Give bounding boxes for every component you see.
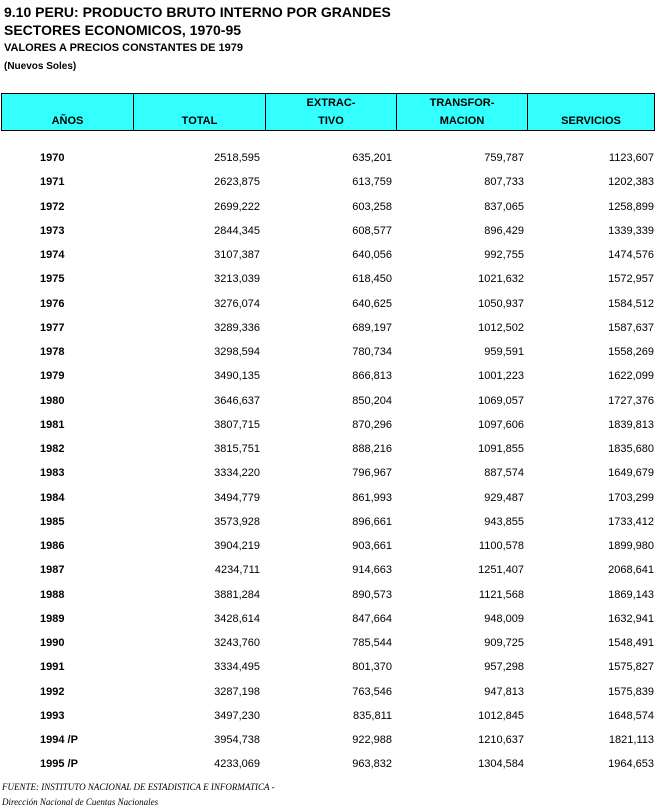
header-extractivo-line1: EXTRAC- <box>306 97 356 109</box>
table-row <box>0 588 658 612</box>
source-note-line2: Dirección Nacional de Cuentas Nacionales <box>2 797 159 807</box>
cell-total: 3287,198 <box>214 685 260 698</box>
cell-transformacion: 959,591 <box>484 346 524 358</box>
table-row <box>0 345 658 369</box>
table-body <box>0 151 658 782</box>
cell-servicios: 1648,574 <box>608 709 654 722</box>
cell-year: 1972 <box>40 200 65 213</box>
table-title-line1: 9.10 PERU: PRODUCTO BRUTO INTERNO POR GRANDES <box>4 4 391 20</box>
cell-year: 1970 <box>40 152 65 164</box>
cell-total: 3289,336 <box>214 321 260 334</box>
cell-year: 1990 <box>40 637 65 649</box>
source-note-line1: FUENTE: INSTITUTO NACIONAL DE ESTADISTICA E INFORMATICA - <box>2 782 275 792</box>
cell-transformacion: 1069,057 <box>478 394 524 407</box>
cell-year: 1989 <box>40 612 65 625</box>
cell-servicios: 1733,412 <box>608 515 654 528</box>
table-row <box>0 394 658 418</box>
header-total <box>133 94 265 130</box>
cell-total: 3573,928 <box>214 515 260 528</box>
cell-year: 1994 /P <box>40 734 78 746</box>
cell-total: 2518,595 <box>214 152 260 164</box>
cell-transformacion: 1021,632 <box>478 273 524 286</box>
table-row <box>0 491 658 515</box>
table-row <box>0 369 658 393</box>
cell-servicios: 1558,269 <box>608 346 654 358</box>
cell-servicios: 1575,827 <box>608 661 654 674</box>
cell-extractivo: 763,546 <box>352 685 392 698</box>
cell-year: 1982 <box>40 443 65 455</box>
cell-year: 1979 <box>40 370 65 383</box>
table-row <box>0 272 658 296</box>
cell-extractivo: 888,216 <box>352 443 392 455</box>
cell-year: 1975 <box>40 273 65 286</box>
cell-transformacion: 1100,578 <box>478 540 524 552</box>
cell-year: 1976 <box>40 297 65 310</box>
cell-transformacion: 1001,223 <box>478 370 524 383</box>
cell-servicios: 1869,143 <box>608 588 654 601</box>
table-row <box>0 685 658 709</box>
table-title-line2: SECTORES ECONOMICOS, 1970-95 <box>4 22 242 38</box>
cell-transformacion: 1012,845 <box>478 709 524 722</box>
table-row <box>0 563 658 587</box>
header-total-label: TOTAL <box>181 115 218 127</box>
cell-transformacion: 837,065 <box>484 200 524 213</box>
cell-year: 1974 <box>40 249 65 261</box>
cell-year: 1978 <box>40 346 65 358</box>
cell-total: 3494,779 <box>214 491 260 504</box>
cell-servicios: 1835,680 <box>608 443 654 455</box>
table-units: (Nuevos Soles) <box>4 61 77 72</box>
cell-year: 1981 <box>40 418 65 431</box>
cell-year: 1993 <box>40 709 65 722</box>
cell-extractivo: 914,663 <box>352 564 392 577</box>
cell-servicios: 1899,980 <box>608 540 654 552</box>
cell-transformacion: 909,725 <box>484 637 524 649</box>
cell-extractivo: 796,967 <box>352 467 392 480</box>
cell-total: 3646,637 <box>214 394 260 407</box>
header-anios <box>2 94 133 130</box>
cell-transformacion: 1210,637 <box>478 734 524 746</box>
cell-total: 3243,760 <box>214 637 260 649</box>
cell-year: 1987 <box>40 564 65 577</box>
cell-year: 1986 <box>40 540 65 552</box>
cell-transformacion: 947,813 <box>484 685 524 698</box>
header-anios-label: AÑOS <box>51 115 84 127</box>
table-row <box>0 757 658 781</box>
cell-year: 1988 <box>40 588 65 601</box>
table-row <box>0 636 658 660</box>
cell-extractivo: 785,544 <box>352 637 392 649</box>
cell-year: 1985 <box>40 515 65 528</box>
cell-servicios: 1703,299 <box>608 491 654 504</box>
cell-transformacion: 943,855 <box>484 515 524 528</box>
cell-transformacion: 992,755 <box>484 249 524 261</box>
header-transformacion <box>396 94 527 130</box>
cell-extractivo: 847,664 <box>352 612 392 625</box>
table-row <box>0 539 658 563</box>
cell-extractivo: 618,450 <box>352 273 392 286</box>
header-servicios <box>527 94 654 130</box>
cell-transformacion: 896,429 <box>484 224 524 237</box>
table-header <box>1 93 655 131</box>
cell-total: 3815,751 <box>214 443 260 455</box>
table-row <box>0 660 658 684</box>
cell-transformacion: 1050,937 <box>478 297 524 310</box>
cell-extractivo: 780,734 <box>352 346 392 358</box>
cell-extractivo: 890,573 <box>352 588 392 601</box>
table-row <box>0 442 658 466</box>
table-row <box>0 248 658 272</box>
cell-servicios: 1964,653 <box>608 758 654 771</box>
cell-servicios: 1123,607 <box>608 152 654 164</box>
cell-total: 3276,074 <box>214 297 260 310</box>
cell-extractivo: 613,759 <box>352 176 392 189</box>
cell-year: 1995 /P <box>40 758 78 771</box>
cell-extractivo: 850,204 <box>352 394 392 407</box>
cell-total: 3904,219 <box>214 540 260 552</box>
cell-servicios: 1632,941 <box>608 612 654 625</box>
cell-extractivo: 866,813 <box>352 370 392 383</box>
cell-total: 2623,875 <box>214 176 260 189</box>
cell-servicios: 1572,957 <box>608 273 654 286</box>
header-extractivo <box>265 94 396 130</box>
cell-transformacion: 1121,568 <box>478 588 524 601</box>
cell-servicios: 1258,899 <box>608 200 654 213</box>
cell-year: 1992 <box>40 685 65 698</box>
cell-servicios: 1474,576 <box>608 249 654 261</box>
table-row <box>0 151 658 175</box>
cell-total: 3107,387 <box>214 249 260 261</box>
table-row <box>0 418 658 442</box>
cell-transformacion: 1097,606 <box>478 418 524 431</box>
cell-total: 3334,495 <box>214 661 260 674</box>
cell-year: 1991 <box>40 661 65 674</box>
table-row <box>0 612 658 636</box>
cell-total: 3298,594 <box>214 346 260 358</box>
cell-extractivo: 640,056 <box>352 249 392 261</box>
cell-extractivo: 635,201 <box>352 152 392 164</box>
cell-extractivo: 870,296 <box>352 418 392 431</box>
cell-servicios: 1584,512 <box>608 297 654 310</box>
cell-extractivo: 896,661 <box>352 515 392 528</box>
table-row <box>0 709 658 733</box>
table-subtitle: VALORES A PRECIOS CONSTANTES DE 1979 <box>4 42 243 54</box>
cell-transformacion: 929,487 <box>484 491 524 504</box>
table-row <box>0 175 658 199</box>
cell-total: 3807,715 <box>214 418 260 431</box>
cell-servicios: 1548,491 <box>608 637 654 649</box>
cell-extractivo: 861,993 <box>352 491 392 504</box>
header-transformacion-line1: TRANSFOR- <box>429 97 495 109</box>
cell-transformacion: 1091,855 <box>478 443 524 455</box>
cell-total: 3954,738 <box>214 734 260 746</box>
cell-transformacion: 948,009 <box>484 612 524 625</box>
cell-extractivo: 835,811 <box>353 709 392 722</box>
table-row <box>0 733 658 757</box>
table-row <box>0 200 658 224</box>
cell-extractivo: 640,625 <box>352 297 392 310</box>
header-extractivo-line2: TIVO <box>318 115 344 127</box>
cell-year: 1980 <box>40 394 65 407</box>
cell-year: 1977 <box>40 321 65 334</box>
table-row <box>0 321 658 345</box>
cell-extractivo: 689,197 <box>352 321 392 334</box>
cell-servicios: 1202,383 <box>608 176 654 189</box>
cell-servicios: 1821,113 <box>608 734 654 746</box>
cell-servicios: 2068,641 <box>608 564 654 577</box>
cell-total: 3213,039 <box>214 273 260 286</box>
cell-total: 3490,135 <box>214 370 260 383</box>
cell-servicios: 1575,839 <box>608 685 654 698</box>
cell-extractivo: 903,661 <box>352 540 392 552</box>
cell-servicios: 1339,339 <box>608 224 654 237</box>
cell-year: 1983 <box>40 467 65 480</box>
table-row <box>0 466 658 490</box>
cell-transformacion: 887,574 <box>484 467 524 480</box>
cell-transformacion: 1304,584 <box>478 758 524 771</box>
table-row <box>0 224 658 248</box>
cell-extractivo: 603,258 <box>352 200 392 213</box>
cell-extractivo: 963,832 <box>352 758 392 771</box>
table-row <box>0 515 658 539</box>
header-transformacion-line2: MACION <box>439 115 485 127</box>
cell-transformacion: 957,298 <box>484 661 524 674</box>
cell-total: 4233,069 <box>214 758 260 771</box>
cell-servicios: 1649,679 <box>608 467 654 480</box>
cell-transformacion: 759,787 <box>484 152 524 164</box>
cell-transformacion: 807,733 <box>484 176 524 189</box>
cell-extractivo: 922,988 <box>352 734 392 746</box>
cell-transformacion: 1251,407 <box>478 564 524 577</box>
cell-total: 3497,230 <box>214 709 260 722</box>
cell-total: 3428,614 <box>214 612 260 625</box>
cell-transformacion: 1012,502 <box>478 321 524 334</box>
cell-total: 3334,220 <box>214 467 260 480</box>
cell-year: 1971 <box>40 176 65 189</box>
cell-servicios: 1587,637 <box>608 321 654 334</box>
cell-servicios: 1839,813 <box>608 418 654 431</box>
cell-total: 4234,711 <box>214 564 260 577</box>
table-row <box>0 297 658 321</box>
cell-total: 2699,222 <box>214 200 260 213</box>
cell-year: 1984 <box>40 491 65 504</box>
cell-total: 2844,345 <box>214 224 260 237</box>
cell-extractivo: 608,577 <box>352 224 392 237</box>
cell-total: 3881,284 <box>214 588 260 601</box>
cell-servicios: 1622,099 <box>608 370 654 383</box>
cell-extractivo: 801,370 <box>352 661 392 674</box>
header-servicios-label: SERVICIOS <box>561 115 621 127</box>
cell-servicios: 1727,376 <box>608 394 654 407</box>
cell-year: 1973 <box>40 224 65 237</box>
